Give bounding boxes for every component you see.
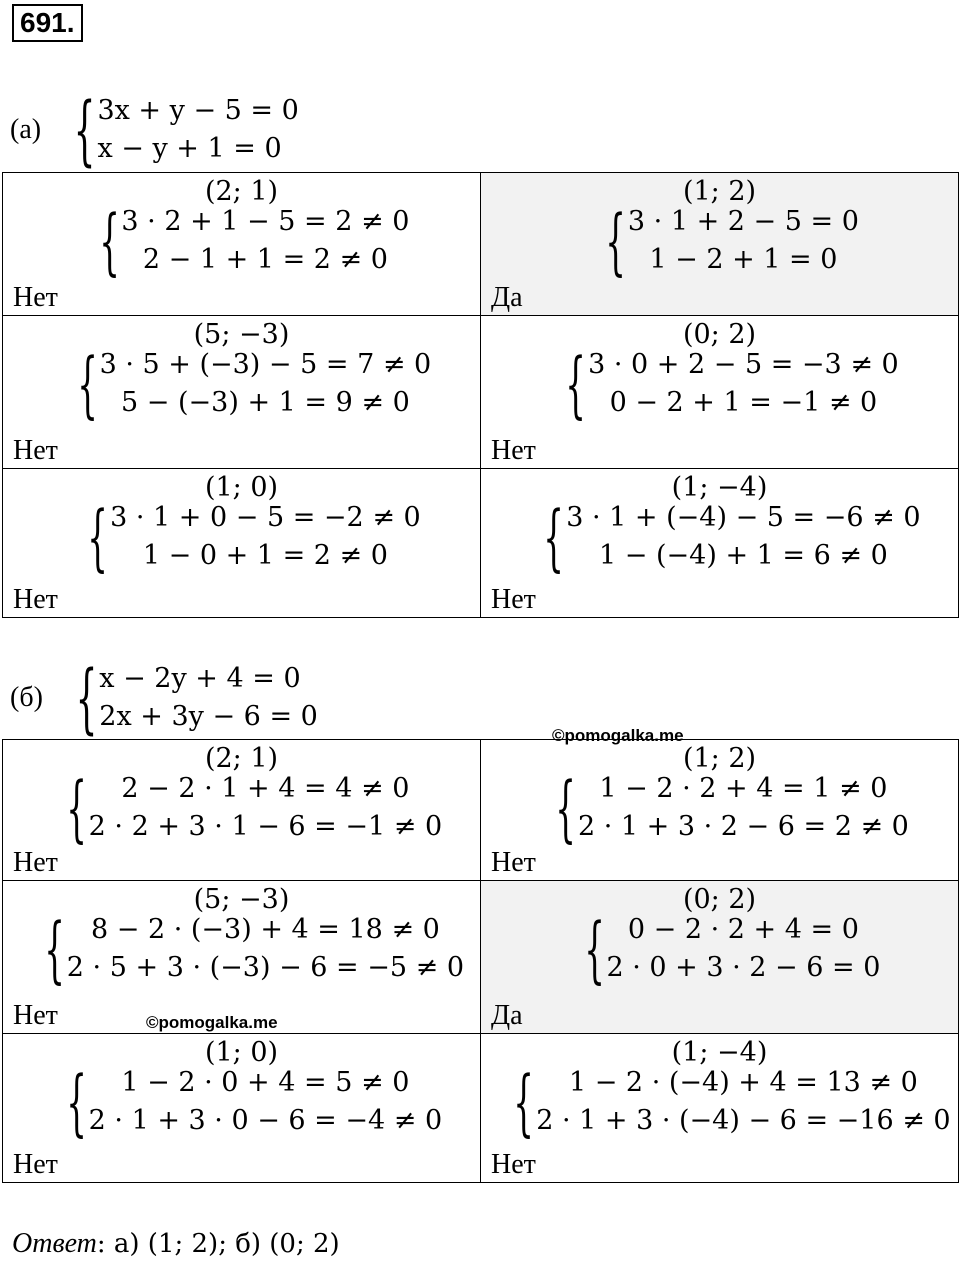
check-equation-1: 3 · 2 + 1 − 5 = 2 ≠ 0 bbox=[121, 206, 410, 237]
part-a-cell-1 bbox=[3, 173, 481, 316]
brace-icon: { bbox=[98, 199, 120, 283]
check-equation-2: 1 − 0 + 1 = 2 ≠ 0 bbox=[142, 540, 388, 571]
brace-icon: { bbox=[66, 1060, 87, 1144]
check-equation-1: 3 · 1 + 0 − 5 = −2 ≠ 0 bbox=[110, 502, 421, 533]
part-b-cell-3 bbox=[3, 881, 481, 1034]
brace-icon: { bbox=[73, 85, 96, 174]
verdict: Нет bbox=[491, 435, 536, 466]
check-equation-2: 2 · 1 + 3 · 2 − 6 = 2 ≠ 0 bbox=[577, 811, 909, 842]
brace-icon: { bbox=[543, 495, 565, 579]
check-equation-2: 0 − 2 + 1 = −1 ≠ 0 bbox=[609, 387, 878, 418]
problem-number: 691. bbox=[12, 4, 83, 42]
check-equation-2: 2 · 0 + 3 · 2 − 6 = 0 bbox=[606, 952, 881, 983]
point-label: (1; 0) bbox=[204, 1037, 279, 1068]
part-a-header bbox=[10, 85, 299, 174]
answer-label: Ответ bbox=[12, 1228, 97, 1259]
verdict: Да bbox=[491, 1000, 523, 1031]
part-a-table bbox=[2, 172, 959, 618]
watermark: ©pomogalka.me bbox=[146, 1013, 278, 1032]
check-equation-2: 2 · 1 + 3 · 0 − 6 = −4 ≠ 0 bbox=[88, 1105, 443, 1136]
check-equation-1: 3 · 1 + (−4) − 5 = −6 ≠ 0 bbox=[566, 502, 921, 533]
brace-icon: { bbox=[565, 342, 587, 426]
check-equation-2: 2 · 2 + 3 · 1 − 6 = −1 ≠ 0 bbox=[88, 811, 443, 842]
verdict: Да bbox=[491, 282, 523, 313]
part-b-equation-2: 2x + 3y − 6 = 0 bbox=[99, 701, 318, 732]
check-equation-1: 2 − 2 · 1 + 4 = 4 ≠ 0 bbox=[121, 773, 410, 804]
part-b-header bbox=[10, 653, 318, 742]
brace-icon: { bbox=[76, 342, 98, 426]
point-label: (2; 1) bbox=[204, 176, 279, 207]
part-b-table bbox=[2, 739, 959, 1183]
verdict: Нет bbox=[13, 282, 58, 313]
part-a-cell-2 bbox=[481, 173, 959, 316]
part-b-cell-2 bbox=[481, 740, 959, 881]
point-label: (0; 2) bbox=[682, 319, 757, 350]
part-b-cell-4 bbox=[481, 881, 959, 1034]
brace-icon: { bbox=[44, 907, 65, 991]
check-equation-1: 1 − 2 · 0 + 4 = 5 ≠ 0 bbox=[121, 1067, 410, 1098]
part-b-cell-6 bbox=[481, 1034, 959, 1183]
part-a-system bbox=[97, 92, 298, 168]
point-label: (5; −3) bbox=[193, 884, 290, 915]
point-label: (1; 2) bbox=[682, 176, 757, 207]
brace-icon: { bbox=[555, 766, 576, 850]
part-a-cell-5 bbox=[3, 469, 481, 618]
part-a-cell-3 bbox=[3, 316, 481, 469]
part-b-cell-5 bbox=[3, 1034, 481, 1183]
check-equation-2: 2 · 5 + 3 · (−3) − 6 = −5 ≠ 0 bbox=[66, 952, 465, 983]
check-equation-1: 3 · 0 + 2 − 5 = −3 ≠ 0 bbox=[588, 349, 899, 380]
brace-icon: { bbox=[87, 495, 109, 579]
check-equation-2: 2 · 1 + 3 · (−4) − 6 = −16 ≠ 0 bbox=[536, 1105, 951, 1136]
check-equation-2: 1 − (−4) + 1 = 6 ≠ 0 bbox=[599, 540, 888, 571]
part-b-label: (б) bbox=[10, 682, 43, 713]
part-a-equation-1: 3x + y − 5 = 0 bbox=[97, 95, 299, 126]
check-equation-2: 1 − 2 + 1 = 0 bbox=[649, 244, 838, 275]
part-b-system bbox=[99, 660, 318, 736]
watermark: ©pomogalka.me bbox=[552, 726, 684, 745]
part-a-cell-6 bbox=[481, 469, 959, 618]
point-label: (2; 1) bbox=[204, 743, 279, 774]
brace-icon: { bbox=[66, 766, 87, 850]
point-label: (1; 0) bbox=[204, 472, 279, 503]
check-equation-2: 5 − (−3) + 1 = 9 ≠ 0 bbox=[121, 387, 410, 418]
part-b-cell-1 bbox=[3, 740, 481, 881]
check-equation-1: 1 − 2 · 2 + 4 = 1 ≠ 0 bbox=[599, 773, 888, 804]
answer-text: : а) (1; 2); б) (0; 2) bbox=[96, 1229, 340, 1259]
point-label: (1; −4) bbox=[671, 1037, 768, 1068]
verdict: Нет bbox=[13, 435, 58, 466]
brace-icon: { bbox=[605, 199, 626, 283]
check-equation-1: 8 − 2 · (−3) + 4 = 18 ≠ 0 bbox=[90, 914, 440, 945]
point-label: (0; 2) bbox=[682, 884, 757, 915]
check-equation-2: 2 − 1 + 1 = 2 ≠ 0 bbox=[142, 244, 388, 275]
verdict: Нет bbox=[491, 1149, 536, 1180]
brace-icon: { bbox=[583, 907, 605, 991]
brace-icon: { bbox=[513, 1060, 535, 1144]
verdict: Нет bbox=[13, 1149, 58, 1180]
answer bbox=[12, 1228, 340, 1260]
check-equation-1: 3 · 5 + (−3) − 5 = 7 ≠ 0 bbox=[99, 349, 432, 380]
verdict: Нет bbox=[491, 584, 536, 615]
verdict: Нет bbox=[13, 584, 58, 615]
part-a-label: (а) bbox=[10, 114, 42, 145]
check-equation-1: 3 · 1 + 2 − 5 = 0 bbox=[627, 206, 859, 237]
brace-icon: { bbox=[75, 653, 98, 742]
part-a-cell-4 bbox=[481, 316, 959, 469]
check-equation-1: 1 − 2 · (−4) + 4 = 13 ≠ 0 bbox=[568, 1067, 918, 1098]
verdict: Нет bbox=[13, 1000, 58, 1031]
point-label: (1; 2) bbox=[682, 743, 757, 774]
point-label: (5; −3) bbox=[193, 319, 290, 350]
verdict: Нет bbox=[13, 847, 58, 878]
part-a-equation-2: x − y + 1 = 0 bbox=[97, 133, 282, 164]
check-equation-1: 0 − 2 · 2 + 4 = 0 bbox=[627, 914, 859, 945]
verdict: Нет bbox=[491, 847, 536, 878]
point-label: (1; −4) bbox=[671, 472, 768, 503]
part-b-equation-1: x − 2y + 4 = 0 bbox=[99, 663, 301, 694]
